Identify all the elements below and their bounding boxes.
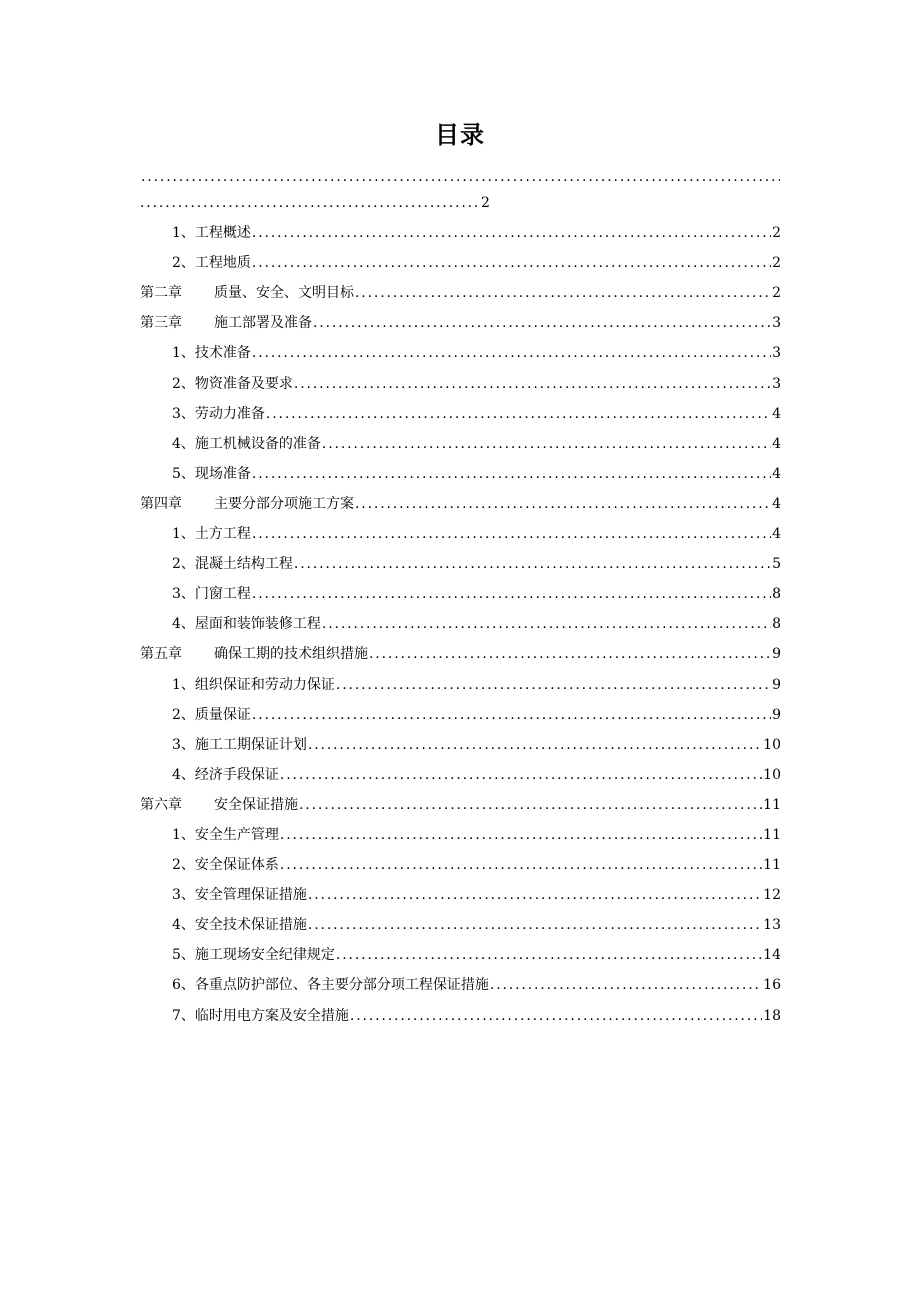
dot-leader (140, 194, 480, 216)
toc-page-number: 11 (763, 796, 781, 813)
toc-entry-section[interactable] (140, 728, 781, 758)
toc-entry-section[interactable] (140, 698, 781, 728)
toc-entry-section[interactable] (140, 938, 781, 968)
toc-entry-chapter[interactable] (140, 637, 781, 667)
toc-entry-chapter[interactable] (140, 487, 781, 517)
toc-page-number: 2 (772, 285, 781, 302)
toc-page-number: 9 (772, 676, 781, 693)
toc-entry-label (140, 826, 279, 848)
toc-entry-text: 2、物资准备及要求 (172, 375, 293, 392)
dot-leader (252, 525, 771, 547)
dot-leader (350, 1007, 762, 1029)
toc-page-number: 3 (772, 315, 781, 332)
toc-entry-text: 2、安全保证体系 (172, 857, 279, 874)
dot-leader (252, 254, 771, 276)
toc-entry-section[interactable] (140, 427, 781, 457)
toc-page-number: 16 (763, 977, 781, 994)
toc-entry-label (140, 1007, 349, 1029)
toc-entry-text: 4、安全技术保证措施 (172, 917, 307, 934)
toc-entry-label (140, 284, 354, 306)
dot-leader (280, 766, 762, 788)
toc-entry-text: 2、混凝土结构工程 (172, 556, 293, 573)
toc-entry-label (140, 766, 279, 788)
toc-entry-label (140, 676, 335, 698)
toc-page-number: 3 (772, 345, 781, 362)
toc-entry-section[interactable] (140, 517, 781, 547)
toc-entry-section[interactable] (140, 968, 781, 998)
toc-page-number: 8 (772, 586, 781, 603)
toc-page-number: 11 (763, 857, 781, 874)
toc-entry-text: 2、工程地质 (172, 255, 251, 272)
toc-entry-section[interactable] (140, 607, 781, 637)
toc-entry-label (140, 314, 312, 336)
chapter-number: 第四章 (140, 495, 182, 512)
toc-entry-chapter[interactable] (140, 276, 781, 306)
toc-entry-label (140, 344, 251, 366)
toc-page-number: 11 (763, 826, 781, 843)
toc-entry-text: 3、施工工期保证计划 (172, 736, 307, 753)
toc-page-number: 9 (772, 646, 781, 663)
toc-entry-section[interactable] (140, 908, 781, 938)
toc-entry-section[interactable] (140, 547, 781, 577)
toc-entry-section[interactable] (140, 998, 781, 1028)
toc-entry-label (140, 615, 321, 637)
chapter-number: 第三章 (140, 315, 182, 332)
toc-entry-text: 1、土方工程 (172, 526, 251, 543)
toc-entry-text: 1、技术准备 (172, 345, 251, 362)
toc-entry-text: 2、质量保证 (172, 706, 251, 723)
toc-page-number: 2 (481, 195, 490, 211)
dot-leader (294, 555, 771, 577)
toc-entry-label (140, 796, 298, 818)
toc-entry-text: 1、工程概述 (172, 225, 251, 242)
toc-entry-text: 4、施工机械设备的准备 (172, 435, 321, 452)
toc-entry-text: 安全保证措施 (214, 796, 298, 813)
dot-leader (252, 706, 771, 728)
dot-leader (308, 736, 762, 758)
toc-entry-section[interactable] (140, 397, 781, 427)
dot-leader (252, 224, 771, 246)
toc-entry-section[interactable] (140, 848, 781, 878)
toc-entry-text: 5、现场准备 (172, 465, 251, 482)
toc-entry-text: 质量、安全、文明目标 (214, 285, 354, 302)
toc-page-number: 5 (772, 556, 781, 573)
toc-entry-text: 确保工期的技术组织措施 (214, 646, 368, 663)
dot-leader (313, 314, 771, 336)
toc-entry-label (140, 465, 251, 487)
toc-entry-section[interactable] (140, 878, 781, 908)
dot-leader (322, 435, 771, 457)
toc-entry-text: 1、安全生产管理 (172, 826, 279, 843)
dot-leader (490, 976, 762, 998)
toc-entry-label (140, 254, 251, 276)
dot-leader (308, 916, 762, 938)
toc-entry-section[interactable] (140, 818, 781, 848)
toc-entry-label (140, 435, 321, 457)
toc-entry-label (140, 525, 251, 547)
toc-entry-label (140, 405, 265, 427)
toc-entry-text: 7、临时用电方案及安全措施 (172, 1007, 349, 1024)
toc-page-number: 9 (772, 706, 781, 723)
toc-page-number: 4 (772, 465, 781, 482)
toc-entry-text: 4、经济手段保证 (172, 766, 279, 783)
dot-leader (280, 856, 762, 878)
toc-list (140, 164, 781, 1029)
toc-page-number: 10 (763, 766, 781, 783)
toc-entry-text: 5、施工现场安全纪律规定 (172, 947, 335, 964)
toc-entry-text: 3、门窗工程 (172, 586, 251, 603)
toc-entry-text: 4、屋面和装饰装修工程 (172, 616, 321, 633)
dot-leader (252, 585, 771, 607)
toc-entry-label (140, 976, 489, 998)
toc-page-number: 14 (763, 947, 781, 964)
toc-page-number: 12 (763, 887, 781, 904)
dot-leader (299, 796, 762, 818)
toc-entry-label (140, 736, 307, 758)
toc-entry-label (140, 645, 368, 667)
toc-page-number: 3 (772, 375, 781, 392)
dot-leader (322, 615, 771, 637)
toc-entry-chapter[interactable] (140, 306, 781, 336)
toc-entry-section[interactable] (140, 667, 781, 697)
toc-entry-text: 主要分部分项施工方案 (214, 495, 354, 512)
toc-page-number: 4 (772, 495, 781, 512)
toc-entry-label (140, 886, 307, 908)
toc-page-number: 4 (772, 435, 781, 452)
toc-entry-section[interactable] (140, 457, 781, 487)
dot-leader (308, 886, 762, 908)
toc-entry-section[interactable] (140, 758, 781, 788)
toc-entry-section[interactable] (140, 216, 781, 246)
toc-entry-text: 6、各重点防护部位、各主要分部分项工程保证措施 (172, 977, 489, 994)
toc-page-number: 4 (772, 526, 781, 543)
toc-entry-text: 1、组织保证和劳动力保证 (172, 676, 335, 693)
toc-page-number: 13 (763, 917, 781, 934)
toc-entry-label (140, 555, 293, 577)
toc-entry-section[interactable] (140, 336, 781, 366)
toc-entry-leader-continuation[interactable] (140, 190, 781, 216)
chapter-number: 第二章 (140, 285, 182, 302)
dot-leader (369, 645, 771, 667)
toc-entry-chapter[interactable] (140, 788, 781, 818)
toc-entry-label (140, 224, 251, 246)
dot-leader (336, 676, 771, 698)
toc-entry-text: 3、安全管理保证措施 (172, 887, 307, 904)
toc-entry-leader-line[interactable] (140, 164, 781, 190)
toc-page-number: 2 (772, 255, 781, 272)
dot-leader (252, 465, 771, 487)
dot-leader (355, 284, 771, 306)
toc-entry-section[interactable] (140, 366, 781, 396)
chapter-number: 第五章 (140, 646, 182, 663)
toc-entry-section[interactable] (140, 577, 781, 607)
chapter-number: 第六章 (140, 796, 182, 813)
dot-leader (252, 344, 771, 366)
toc-entry-label (140, 946, 335, 968)
toc-entry-section[interactable] (140, 246, 781, 276)
toc-page-number: 10 (763, 736, 781, 753)
toc-page-number: 2 (772, 225, 781, 242)
toc-entry-label (140, 585, 251, 607)
toc-entry-text: 3、劳动力准备 (172, 405, 265, 422)
toc-entry-label (140, 375, 293, 397)
toc-entry-label (140, 856, 279, 878)
dot-leader (141, 168, 780, 190)
dot-leader (280, 826, 762, 848)
toc-entry-text: 施工部署及准备 (214, 315, 312, 332)
dot-leader (294, 375, 771, 397)
toc-page-number: 4 (772, 405, 781, 422)
dot-leader (266, 405, 771, 427)
dot-leader (336, 946, 762, 968)
toc-page-number: 8 (772, 616, 781, 633)
toc-entry-label (140, 916, 307, 938)
toc-entry-label (140, 706, 251, 728)
toc-title: 目录 (435, 121, 485, 149)
dot-leader (355, 495, 771, 517)
toc-page-number: 18 (763, 1007, 781, 1024)
toc-entry-label (140, 495, 354, 517)
